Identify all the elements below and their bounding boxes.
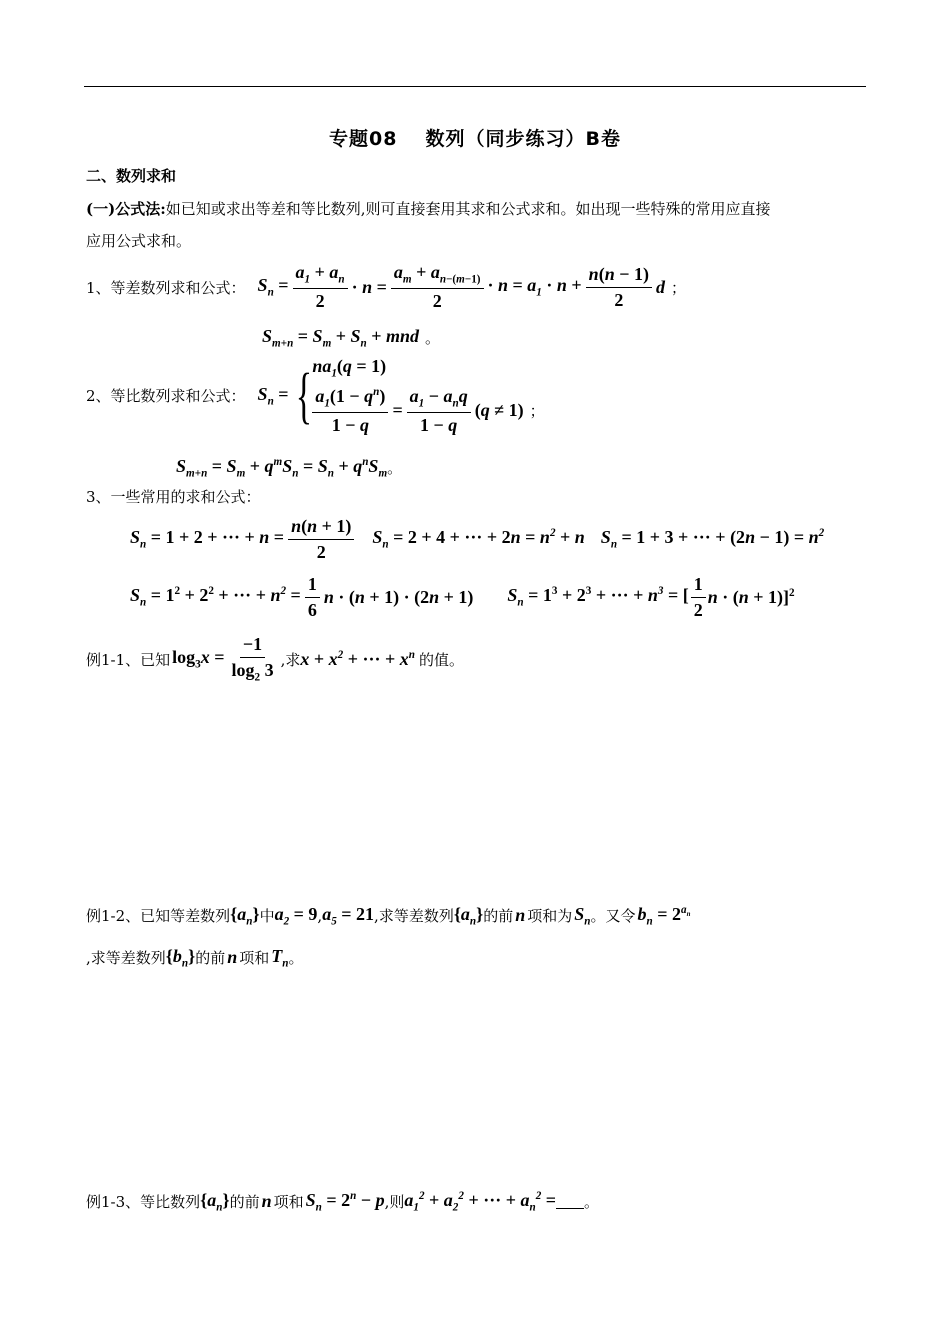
formula1-end: ； <box>670 278 686 297</box>
method-label: (一)公式法: <box>86 200 166 218</box>
example2-line2-t1: ,求等差数列 <box>86 949 166 968</box>
title-topic-number: 专题08 <box>329 128 398 150</box>
method-paragraph-line1 <box>86 198 771 219</box>
formula1-end2: 。 <box>425 329 441 348</box>
formula1-label: 1、等差数列求和公式： <box>86 278 246 297</box>
common-formulas-row2: $S_n = 1^2 + 2^2$ + ··· + $n^2$ = $\frac{1}{6}$ n · (n + 1) · (2n + 1) $S_n = 1^3 + 2^3$ + ··· + $n^3$ = [ $\frac{1}{2}$ n · (n + 1)]$^2$ <box>130 574 795 620</box>
formula2-end2: 。 <box>387 459 403 478</box>
geometric-sum-formula: 2、等比数列求和公式： $S_n$ = { $na_1(q = 1)$ $\frac{a_1(1 - q^n)}{1 - q}$ = $\frac{a_1 - a_nq}{1 - q}$ (q ≠ 1) ； <box>86 356 545 436</box>
example2-line2-t2: 的前 <box>195 949 226 968</box>
page-title <box>0 124 950 151</box>
example2-t2: , <box>317 906 323 925</box>
example2-t1: 中 <box>259 907 275 926</box>
example3-label: 例1-3、等比数列 <box>86 1193 201 1212</box>
formula2-end: ； <box>529 402 545 421</box>
example2-t3: ,求等差数列 <box>374 907 454 926</box>
title-text: 数列（同步练习）B卷 <box>425 128 621 150</box>
arithmetic-sum-formula: 1、等差数列求和公式： $S_n$ = $\frac{a_1 + a_n}{2}$ · n = $\frac{a_m + a_{n-(m-1)}}{2}$ · $n = a_1 \cdot n$ + $\frac{n(n - 1)}{2}$ d ； <box>86 262 686 312</box>
section-heading: 二、数列求和 <box>86 167 177 185</box>
example2-t4: 的前 <box>483 907 514 926</box>
answer-blank <box>556 1194 584 1209</box>
example-1-3: 例1-3、等比数列 $\{a_n\}$ 的前 n 项和 $S_n = 2^n - p$ ,则 $a_1^2 + a_2^2$ + ··· + $a_n^2$ = 。 <box>86 1190 600 1214</box>
formula2-label: 2、等比数列求和公式： <box>86 387 246 406</box>
example1-mid: ,求 <box>280 650 301 669</box>
example3-t3: ,则 <box>384 1193 405 1212</box>
example2-t5: 项和为 <box>527 907 573 926</box>
method-text-1: 如已知或求出等差和等比数列,则可直接套用其求和公式求和。如出现一些特殊的常用应直接 <box>165 200 771 218</box>
common-formulas-label: 3、一些常用的求和公式： <box>86 488 261 506</box>
example-1-2-line2: ,求等差数列 $\{b_n\}$ 的前 n 项和 $T_n$ 。 <box>86 946 304 970</box>
example2-line2-end: 。 <box>288 949 304 968</box>
example-1-1: 例1-1、已知 $\log_3x$ = $\frac{-1}{\log_2 3}$ ,求 $x + x^2$ + ··· + $x^n$ 的值。 <box>86 634 464 684</box>
example-1-2-line1: 例1-2、已知等差数列 $\{a_n\}$ 中 $a_2 = 9$ , $a_5 = 21$ ,求等差数列 $\{a_n\}$ 的前 n 项和为 $S_n$ 。又令 $b_n = 2^{a_n}$ <box>86 904 691 928</box>
header-rule <box>84 86 866 87</box>
example2-label: 例1-2、已知等差数列 <box>86 907 231 926</box>
example3-end: 。 <box>584 1193 600 1212</box>
common-formulas-row1: $S_n = 1 + 2$ + ··· + n = $\frac{n(n + 1)}{2}$ $S_n = 2 + 4$ + ··· + $2n = n^2 + n$ $S_n = 1 + 3$ + ··· + $(2n - 1) = n^2$ <box>130 516 825 562</box>
example2-line2-t3: 项和 <box>239 949 270 968</box>
example1-end: 的值。 <box>418 650 464 669</box>
arithmetic-sum-formula-2: $S_{m+n} = S_m + S_n$ + mnd 。 <box>262 326 441 350</box>
example3-t2: 项和 <box>273 1193 304 1212</box>
method-paragraph-line2: 应用公式求和。 <box>86 232 192 250</box>
example3-t1: 的前 <box>229 1193 260 1212</box>
example2-t6: 。又令 <box>590 907 636 926</box>
geometric-sum-formula-2: $S_{m+n} = S_m + q^mS_n = S_n + q^nS_m$ 。 <box>176 456 403 480</box>
example1-label: 例1-1、已知 <box>86 650 171 669</box>
